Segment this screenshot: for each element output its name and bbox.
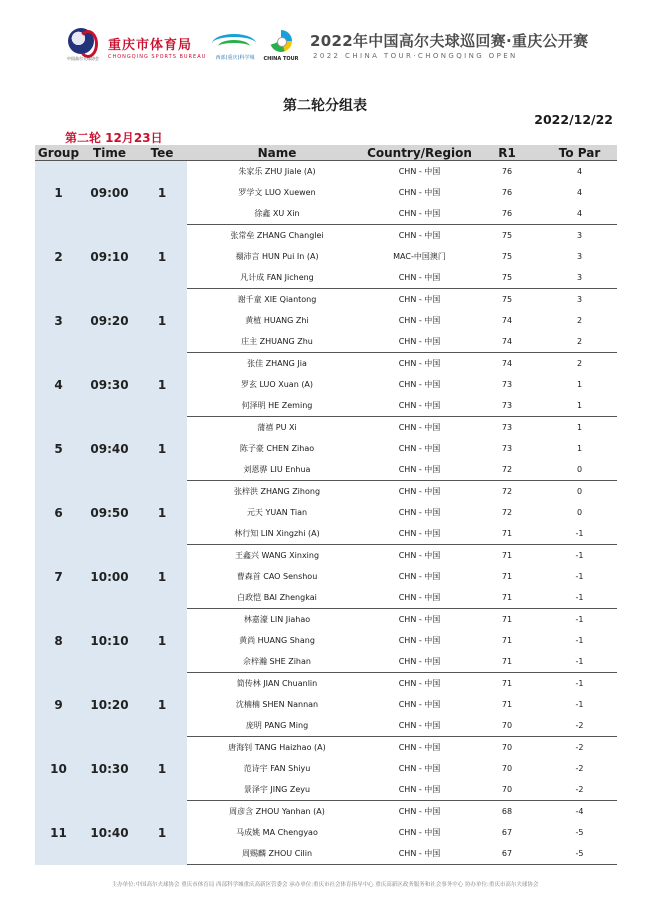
player-country: CHN - 中国 xyxy=(367,587,472,609)
china-tour-logo xyxy=(263,28,299,68)
player-country: CHN - 中国 xyxy=(398,828,441,837)
player-r1-score: 70 xyxy=(472,779,542,801)
player-r1-score: 74 xyxy=(501,359,513,368)
golf-association-logo xyxy=(62,28,102,66)
sports-bureau-name-cn: 重庆市体育局 xyxy=(108,38,193,53)
tee-time: 09:00 xyxy=(82,161,137,225)
player-name: 周赐麟 ZHOU Cilin xyxy=(187,843,367,865)
player-country: CHN - 中国 xyxy=(398,423,441,432)
table-row xyxy=(35,417,617,439)
player-to-par: 2 xyxy=(576,359,583,368)
player-country: CHN - 中国 xyxy=(398,743,441,752)
player-r1-score: 75 xyxy=(501,252,513,261)
table-row xyxy=(35,801,617,823)
player-country: CHN - 中国 xyxy=(367,395,472,417)
group-number: 4 xyxy=(35,353,82,417)
player-r1-score: 73 xyxy=(501,380,513,389)
player-to-par: -1 xyxy=(575,679,584,688)
player-name: 徐鑫 XU Xin xyxy=(187,203,367,225)
tee-time: 09:20 xyxy=(82,289,137,353)
tee-time: 10:00 xyxy=(82,545,137,609)
player-to-par: 1 xyxy=(576,380,583,389)
column-header-time: Time xyxy=(82,145,137,161)
tee-number: 1 xyxy=(137,161,187,225)
player-r1-score: 72 xyxy=(472,459,542,481)
player-country: CHN - 中国 xyxy=(398,807,441,816)
player-to-par: 2 xyxy=(576,316,583,325)
player-country: CHN - 中国 xyxy=(398,167,441,176)
player-r1-score: 76 xyxy=(472,203,542,225)
player-country: CHN - 中国 xyxy=(367,267,472,289)
player-to-par: 3 xyxy=(576,252,583,261)
player-to-par: 4 xyxy=(576,188,583,197)
column-header-name: Name xyxy=(187,145,367,161)
event-subtitle: 2022 CHINA TOUR·CHONGQING OPEN xyxy=(313,52,518,60)
table-row xyxy=(35,289,617,311)
player-country: CHN - 中国 xyxy=(398,295,441,304)
player-r1-score: 71 xyxy=(501,551,513,560)
document-date: 2022/12/22 xyxy=(534,112,613,127)
tee-number: 1 xyxy=(137,417,187,481)
player-country: CHN - 中国 xyxy=(398,551,441,560)
player-name: 唐海钊 TANG Haizhao (A) xyxy=(228,743,326,752)
player-name: 张佳 ZHANG Jia xyxy=(247,359,307,368)
player-r1-score: 68 xyxy=(501,807,513,816)
player-country: CHN - 中国 xyxy=(398,231,441,240)
player-name: 林行知 LIN Xingzhi (A) xyxy=(187,523,367,545)
player-r1-score: 71 xyxy=(501,636,513,645)
pairings-table-body xyxy=(35,161,617,865)
tee-time: 10:10 xyxy=(82,609,137,673)
player-name: 林嘉濠 LIN Jiahao xyxy=(243,615,311,624)
player-country: CHN - 中国 xyxy=(367,843,472,865)
tee-time: 10:20 xyxy=(82,673,137,737)
group-number: 2 xyxy=(35,225,82,289)
player-name: 凡计成 FAN Jicheng xyxy=(187,267,367,289)
player-name: 罗学文 LUO Xuewen xyxy=(238,188,316,197)
player-country: MAC-中国澳门 xyxy=(393,252,446,261)
tee-time: 09:40 xyxy=(82,417,137,481)
player-country: CHN - 中国 xyxy=(398,508,441,517)
player-to-par: 1 xyxy=(576,444,583,453)
china-tour-logo-text: CHINA TOUR xyxy=(263,56,299,62)
player-r1-score: 71 xyxy=(472,523,542,545)
group-number: 9 xyxy=(35,673,82,737)
player-r1-score: 71 xyxy=(472,587,542,609)
player-name: 元天 YUAN Tian xyxy=(246,508,308,517)
player-r1-score: 70 xyxy=(472,715,542,737)
player-name: 黄植 HUANG Zhi xyxy=(245,316,309,325)
golf-ball-icon xyxy=(277,37,287,47)
player-to-par: 1 xyxy=(542,395,617,417)
tee-number: 1 xyxy=(137,225,187,289)
player-country: CHN - 中国 xyxy=(398,636,441,645)
page-header xyxy=(0,0,650,80)
player-to-par: -2 xyxy=(575,743,584,752)
player-name: 陈子豪 CHEN Zihao xyxy=(239,444,315,453)
player-country: CHN - 中国 xyxy=(367,779,472,801)
player-to-par: -1 xyxy=(542,651,617,673)
player-r1-score: 71 xyxy=(472,651,542,673)
golf-association-logo-text: 中国高尔夫球协会 xyxy=(67,56,99,61)
player-r1-score: 67 xyxy=(501,828,513,837)
player-name: 马成姚 MA Chengyao xyxy=(236,828,318,837)
table-row xyxy=(35,609,617,631)
column-header-to-par: To Par xyxy=(542,145,617,161)
player-name: 谢千童 XIE Qiantong xyxy=(237,295,317,304)
player-r1-score: 70 xyxy=(501,743,513,752)
group-number: 1 xyxy=(35,161,82,225)
tee-time: 10:30 xyxy=(82,737,137,801)
player-to-par: -1 xyxy=(575,572,584,581)
player-country: CHN - 中国 xyxy=(367,715,472,737)
player-name: 庄主 ZHUANG Zhu xyxy=(187,331,367,353)
player-to-par: -4 xyxy=(575,807,584,816)
player-r1-score: 74 xyxy=(501,316,513,325)
player-name: 黄尚 HUANG Shang xyxy=(239,636,315,645)
group-number: 7 xyxy=(35,545,82,609)
table-row xyxy=(35,225,617,247)
player-country: CHN - 中国 xyxy=(367,331,472,353)
tee-number: 1 xyxy=(137,609,187,673)
player-name: 刘恩骅 LIU Enhua xyxy=(187,459,367,481)
player-country: CHN - 中国 xyxy=(367,203,472,225)
tee-number: 1 xyxy=(137,801,187,865)
player-country: CHN - 中国 xyxy=(398,615,441,624)
player-name: 王鑫兴 WANG Xinxing xyxy=(234,551,320,560)
player-country: CHN - 中国 xyxy=(398,764,441,773)
player-name: 庞明 PANG Ming xyxy=(187,715,367,737)
player-to-par: -1 xyxy=(575,615,584,624)
table-row xyxy=(35,545,617,567)
player-r1-score: 75 xyxy=(501,231,513,240)
tee-time: 09:30 xyxy=(82,353,137,417)
player-name: 周彦含 ZHOU Yanhan (A) xyxy=(229,807,325,816)
round-label: 第二轮 12月23日 xyxy=(65,131,163,145)
player-name: 简传林 JIAN Chuanlin xyxy=(236,679,318,688)
player-to-par: 0 xyxy=(542,459,617,481)
column-header-group: Group xyxy=(35,145,82,161)
player-name: 范诗宇 FAN Shiyu xyxy=(243,764,311,773)
player-r1-score: 71 xyxy=(501,572,513,581)
player-to-par: -1 xyxy=(542,523,617,545)
group-number: 5 xyxy=(35,417,82,481)
player-country: CHN - 中国 xyxy=(398,444,441,453)
column-header-tee: Tee xyxy=(137,145,187,161)
player-r1-score: 71 xyxy=(501,700,513,709)
player-r1-score: 70 xyxy=(501,764,513,773)
player-name: 蒲禧 PU Xi xyxy=(257,423,297,432)
player-r1-score: 74 xyxy=(472,331,542,353)
pairings-table xyxy=(35,145,617,865)
player-r1-score: 67 xyxy=(472,843,542,865)
player-to-par: -2 xyxy=(542,779,617,801)
player-country: CHN - 中国 xyxy=(398,316,441,325)
player-r1-score: 72 xyxy=(501,487,513,496)
player-name: 沈楠楠 SHEN Nannan xyxy=(235,700,319,709)
player-to-par: -5 xyxy=(542,843,617,865)
player-to-par: 0 xyxy=(576,508,583,517)
player-r1-score: 71 xyxy=(501,679,513,688)
tee-number: 1 xyxy=(137,289,187,353)
tee-number: 1 xyxy=(137,737,187,801)
player-to-par: 1 xyxy=(576,423,583,432)
table-header-row xyxy=(35,145,617,161)
tee-time: 10:40 xyxy=(82,801,137,865)
player-r1-score: 75 xyxy=(472,267,542,289)
player-r1-score: 71 xyxy=(501,615,513,624)
player-to-par: 0 xyxy=(576,487,583,496)
group-number: 3 xyxy=(35,289,82,353)
player-r1-score: 73 xyxy=(501,444,513,453)
group-number: 8 xyxy=(35,609,82,673)
player-to-par: -1 xyxy=(575,636,584,645)
player-country: CHN - 中国 xyxy=(367,523,472,545)
player-country: CHN - 中国 xyxy=(398,679,441,688)
group-number: 10 xyxy=(35,737,82,801)
player-name: 何泽明 HE Zeming xyxy=(187,395,367,417)
player-to-par: -1 xyxy=(575,700,584,709)
table-row xyxy=(35,737,617,759)
player-name: 张梓洪 ZHANG Zihong xyxy=(233,487,321,496)
player-name: 朱家乐 ZHU Jiale (A) xyxy=(238,167,316,176)
player-to-par: -5 xyxy=(575,828,584,837)
player-name: 张常垒 ZHANG Changlei xyxy=(230,231,324,240)
player-to-par: 4 xyxy=(576,167,583,176)
player-r1-score: 73 xyxy=(501,423,513,432)
player-to-par: 3 xyxy=(576,295,583,304)
player-to-par: -1 xyxy=(542,587,617,609)
event-title: 2022年中国高尔夫球巡回赛·重庆公开赛 xyxy=(310,32,589,50)
sports-bureau-name-en: CHONGQING SPORTS BUREAU xyxy=(108,54,207,60)
player-country: CHN - 中国 xyxy=(398,380,441,389)
tee-number: 1 xyxy=(137,353,187,417)
group-number: 6 xyxy=(35,481,82,545)
table-row xyxy=(35,481,617,503)
player-country: CHN - 中国 xyxy=(398,700,441,709)
player-name: 曹森首 CAO Senshou xyxy=(236,572,318,581)
page-title: 第二轮分组表 xyxy=(283,98,367,114)
player-to-par: -1 xyxy=(575,551,584,560)
player-country: CHN - 中国 xyxy=(398,359,441,368)
column-header-country: Country/Region xyxy=(367,145,472,160)
player-name: 佘梓瀚 SHE Zihan xyxy=(187,651,367,673)
science-city-logo xyxy=(210,32,260,66)
player-country: CHN - 中国 xyxy=(367,651,472,673)
tee-time: 09:10 xyxy=(82,225,137,289)
player-country: CHN - 中国 xyxy=(398,188,441,197)
tee-number: 1 xyxy=(137,545,187,609)
player-r1-score: 76 xyxy=(501,167,513,176)
player-r1-score: 72 xyxy=(501,508,513,517)
player-to-par: -2 xyxy=(575,764,584,773)
player-r1-score: 75 xyxy=(501,295,513,304)
logo-ring-icon xyxy=(78,30,98,58)
player-country: CHN - 中国 xyxy=(398,487,441,496)
player-name: 罗玄 LUO Xuan (A) xyxy=(240,380,314,389)
player-country: CHN - 中国 xyxy=(398,572,441,581)
table-row xyxy=(35,353,617,375)
player-to-par: -2 xyxy=(542,715,617,737)
tee-time: 09:50 xyxy=(82,481,137,545)
table-row xyxy=(35,673,617,695)
group-number: 11 xyxy=(35,801,82,865)
player-r1-score: 76 xyxy=(501,188,513,197)
tee-number: 1 xyxy=(137,673,187,737)
tee-number: 1 xyxy=(137,481,187,545)
player-to-par: 3 xyxy=(542,267,617,289)
player-name: 白政恺 BAI Zhengkai xyxy=(187,587,367,609)
wave-icon xyxy=(218,40,250,53)
table-row xyxy=(35,161,617,183)
science-city-logo-text: 西部(重庆)科学城 xyxy=(215,55,255,61)
player-r1-score: 73 xyxy=(472,395,542,417)
column-header-r1: R1 xyxy=(472,145,542,161)
player-to-par: 3 xyxy=(576,231,583,240)
player-to-par: 4 xyxy=(542,203,617,225)
player-country: CHN - 中国 xyxy=(367,459,472,481)
sports-bureau-logo xyxy=(108,34,206,60)
player-to-par: 2 xyxy=(542,331,617,353)
organizers-footer: 主办单位:中国高尔夫球协会 重庆市体育局 西部科学城重庆高新区管委会 承办单位:重庆市社会体育指导中心 重庆高新区政务服务和社会事务中心 协办单位:重庆市高尔夫球协会 xyxy=(111,882,539,888)
player-name: 景泽宇 JING Zeyu xyxy=(187,779,367,801)
player-name: 禤沛言 HUN Pui In (A) xyxy=(235,252,319,261)
